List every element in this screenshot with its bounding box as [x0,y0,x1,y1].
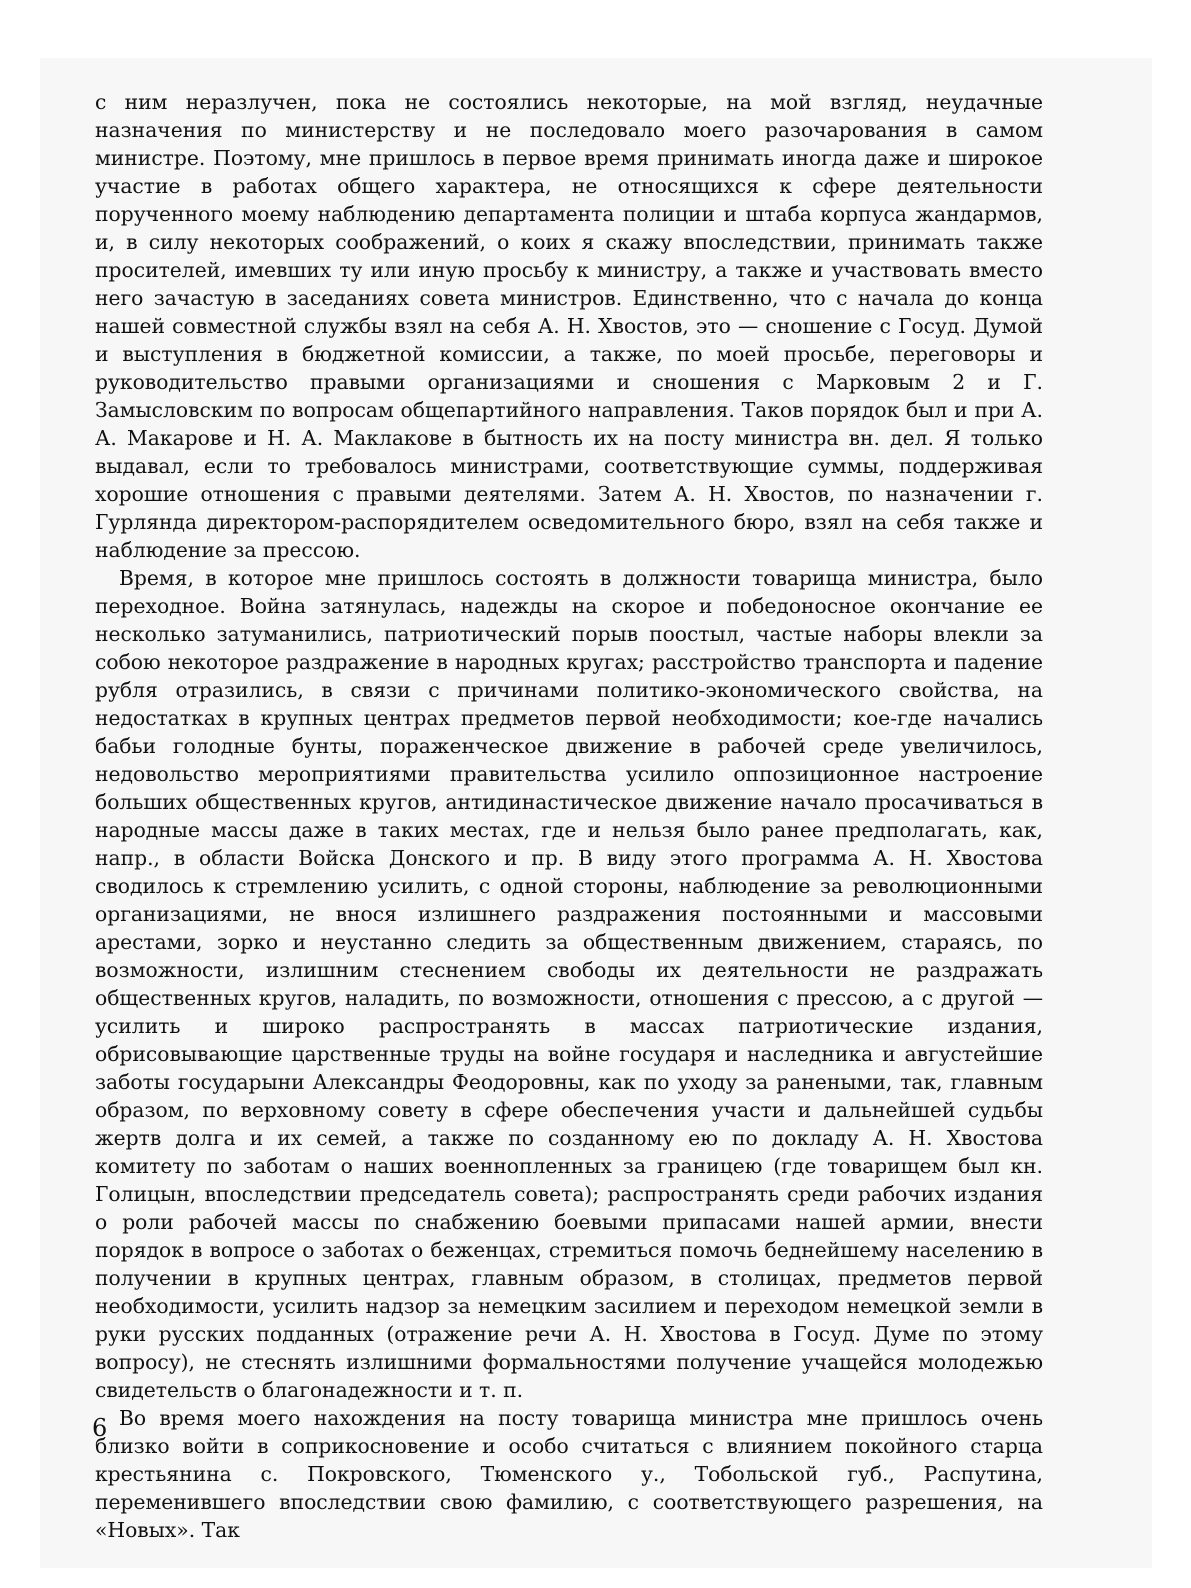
page-number: 6 [92,1414,108,1442]
paragraph-2: Время, в которое мне пришлось состоять в должности товарища министра, было переходное. Война затянулась, надежды на скорое и победоносное окончание ее несколько затуманились, патриотический порыв поостыл, частые наборы влекли за собою некоторое раздражение в народных кругах; расстройство транспорта и падение рубля отразились, в связи с причинами политико-экономического свойства, на недостатках в крупных центрах предметов первой необходимости; кое-где начались бабьи голодные бунты, пораженческое движение в рабочей среде увеличилось, недовольство мероприятиями правительства усилило оппозиционное настроение больших общественных кругов, антидинастическое движение начало просачиваться в народные массы даже в таких местах, где и нельзя было ранее предполагать, как, напр., в области Войска Донского и пр. В виду этого программа А. Н. Хвостова сводилось к стремлению усилить, с одной стороны, наблюдение за революционными организациями, не внося излишнего раздражения постоянными и массовыми арестами, зорко и неустанно следить за общественным движением, стараясь, по возможности, излишним стеснением свободы их деятельности не раздражать общественных кругов, наладить, по возможности, отношения с прессою, а с другой — усилить и широко распространять в массах патриотические издания, обрисовывающие царственные труды на войне государя и наследника и августейшие заботы государыни Александры Феодоровны, как по уходу за ранеными, так, главным образом, по верховному совету в сфере обеспечения участи и дальнейшей судьбы жертв долга и их семей, а также по созданному ею по докладу А. Н. Хвостова комитету по заботам о наших военнопленных за границею (где товарищем был кн. Голицын, впоследствии председатель совета); распространять среди рабочих издания о роли рабочей массы по снабжению боевыми припасами нашей армии, внести порядок в вопросе о заботах о беженцах, стремиться помочь беднейшему населению в получении в крупных центрах, главным образом, в столицах, предметов первой необходимости, усилить надзор за немецким засилием и переходом немецкой земли в руки русских подданных (отражение речи А. Н. Хвостова в Госуд. Думе по этому вопросу), не стеснять излишними формальностями получение учащейся молодежью свидетельств о благонадежности и т. п. [95,566,1043,1402]
paragraph-3: Во время моего нахождения на посту товарища министра мне пришлось очень близко войти в соприкосновение и особо считаться с влиянием покойного старца крестьянина с. Покровского, Тюменского у., Тобольской губ., Распутина, переменившего впоследствии свою фамилию, с соответствующего разрешения, на «Новых». Так [95,1406,1043,1542]
body-text [95,88,1043,1544]
paragraph-1: с ним неразлучен, пока не состоялись некоторые, на мой взгляд, неудачные назначения по министерству и не последовало моего разочарования в самом министре. Поэтому, мне пришлось в первое время принимать иногда даже и широкое участие в работах общего характера, не относящихся к сфере деятельности порученного моему наблюдению департамента полиции и штаба корпуса жандармов, и, в силу некоторых соображений, о коих я скажу впоследствии, принимать также просителей, имевших ту или иную просьбу к министру, а также и участвовать вместо него зачастую в заседаниях совета министров. Единственно, что с начала до конца нашей совместной службы взял на себя А. Н. Хвостов, это — сношение с Госуд. Думой и выступления в бюджетной комиссии, а также, по моей просьбе, переговоры и руководительство правыми организациями и сношения с Марковым 2 и Г. Замысловским по вопросам общепартийного направления. Таков порядок был и при А. А. Макарове и Н. А. Маклакове в бытность их на посту министра вн. дел. Я только выдавал, если то требовалось министрами, соответствующие суммы, поддерживая хорошие отношения с правыми деятелями. Затем А. Н. Хвостов, по назначении г. Гурлянда директором-распорядителем осведомительного бюро, взял на себя также и наблюдение за прессою. [95,90,1043,562]
